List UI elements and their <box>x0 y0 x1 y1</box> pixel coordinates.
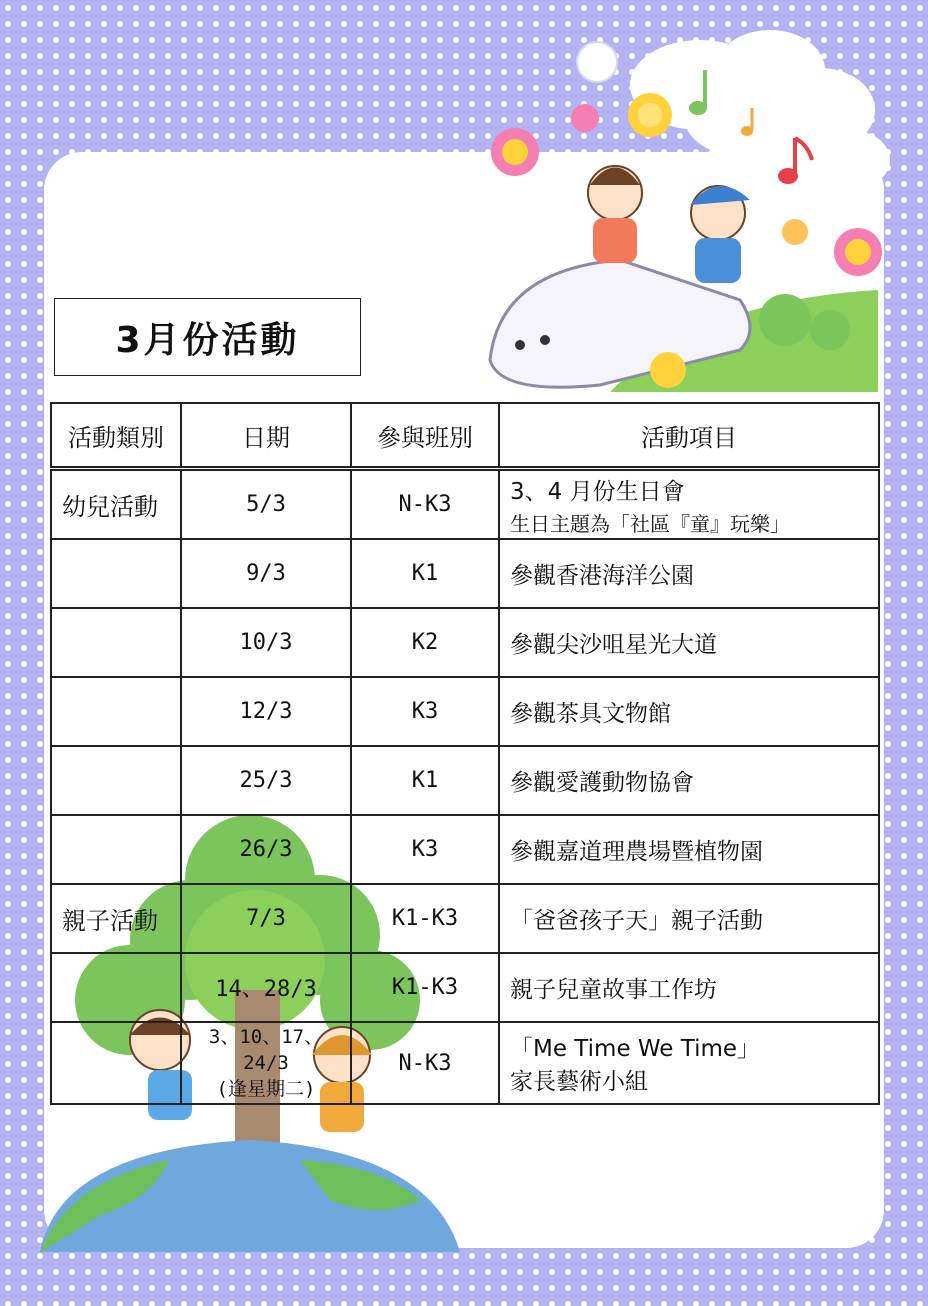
column-header-class: 參與班別 <box>351 403 499 469</box>
activity-cell: 參觀香港海洋公園 <box>499 539 879 608</box>
class-cell: K3 <box>351 677 499 746</box>
class-cell: N-K3 <box>351 1022 499 1104</box>
date-line: 3、10、17、 <box>208 1026 324 1048</box>
activity-line: 「Me Time We Time」 <box>510 1036 761 1062</box>
date-cell: 12/3 <box>181 677 351 746</box>
table-row <box>51 953 879 1022</box>
class-cell: K1 <box>351 746 499 815</box>
page-title: 3月份活動 <box>54 298 361 376</box>
table-row <box>51 539 879 608</box>
train-illustration <box>490 260 878 392</box>
category-cell <box>51 539 181 608</box>
date-cell: 25/3 <box>181 746 351 815</box>
activity-cell: 參觀嘉道理農場暨植物園 <box>499 815 879 884</box>
table-row <box>51 608 879 677</box>
category-cell <box>51 608 181 677</box>
activity-cell: 親子兒童故事工作坊 <box>499 953 879 1022</box>
class-cell: K2 <box>351 608 499 677</box>
activity-cell: 參觀愛護動物協會 <box>499 746 879 815</box>
activity-subtext: 生日主題為「社區『童』玩樂」 <box>510 511 790 536</box>
table-row <box>51 815 879 884</box>
class-cell: K1-K3 <box>351 884 499 953</box>
date-line: (逢星期二) <box>216 1078 316 1100</box>
activity-cell <box>499 469 879 540</box>
activity-cell: 參觀尖沙咀星光大道 <box>499 608 879 677</box>
activity-table <box>50 402 880 1105</box>
date-cell: 14、28/3 <box>181 953 351 1022</box>
date-cell <box>181 1022 351 1104</box>
activity-cell <box>499 1022 879 1104</box>
class-cell: N-K3 <box>351 469 499 540</box>
category-cell: 親子活動 <box>51 884 181 953</box>
date-cell: 5/3 <box>181 469 351 540</box>
category-cell <box>51 1022 181 1104</box>
category-cell <box>51 815 181 884</box>
category-cell <box>51 677 181 746</box>
table-row <box>51 677 879 746</box>
activity-line: 家長藝術小組 <box>510 1069 648 1095</box>
column-header-activity: 活動項目 <box>499 403 879 469</box>
table-header-row <box>51 403 879 469</box>
table-row <box>51 884 879 953</box>
category-cell: 幼兒活動 <box>51 469 181 540</box>
class-cell: K3 <box>351 815 499 884</box>
column-header-category: 活動類別 <box>51 403 181 469</box>
column-header-date: 日期 <box>181 403 351 469</box>
table-row <box>51 469 879 540</box>
category-cell <box>51 953 181 1022</box>
activity-text: 3、4 月份生日會 <box>510 478 685 505</box>
table-row <box>51 746 879 815</box>
globe-illustration <box>40 1140 460 1252</box>
date-cell: 9/3 <box>181 539 351 608</box>
class-cell: K1 <box>351 539 499 608</box>
date-cell: 26/3 <box>181 815 351 884</box>
table-row <box>51 1022 879 1104</box>
date-line: 24/3 <box>243 1052 289 1074</box>
category-cell <box>51 746 181 815</box>
date-cell: 10/3 <box>181 608 351 677</box>
activity-cell: 參觀茶具文物館 <box>499 677 879 746</box>
activity-cell: 「爸爸孩子天」親子活動 <box>499 884 879 953</box>
class-cell: K1-K3 <box>351 953 499 1022</box>
date-cell: 7/3 <box>181 884 351 953</box>
